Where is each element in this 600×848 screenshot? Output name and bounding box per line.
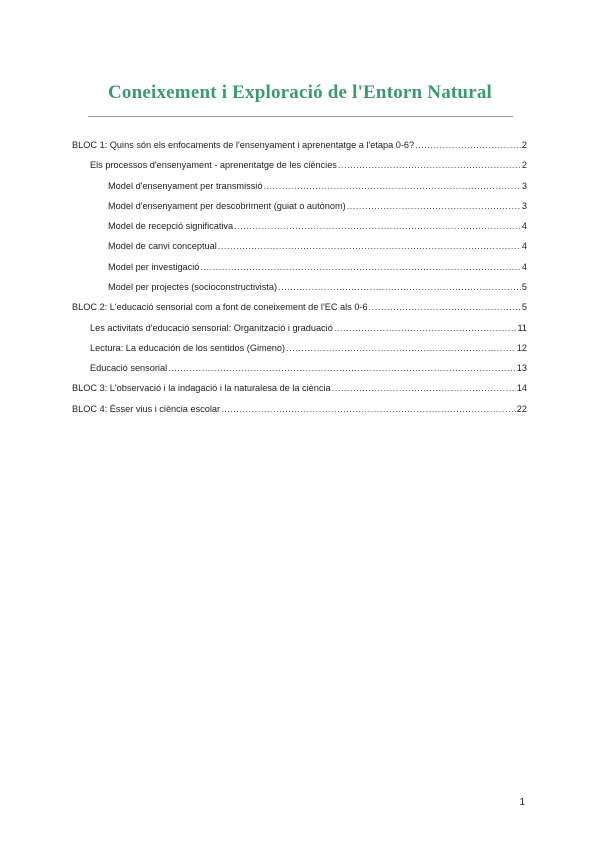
toc-entry-label: BLOC 2: L'educació sensorial com a font de coneixement de l'EC als 0-6: [72, 302, 368, 312]
toc-entry-page: 4: [521, 262, 527, 272]
toc-entry-label: Model de recepció significativa: [108, 221, 234, 231]
toc-entry-page: 5: [521, 282, 527, 292]
toc-entry-model-projectes[interactable]: [108, 281, 527, 293]
toc-leader-dots: [332, 382, 516, 394]
toc-leader-dots: [200, 261, 520, 273]
toc-leader-dots: [278, 281, 521, 293]
toc-entry-model-transmissio[interactable]: [108, 180, 527, 192]
toc-entry-lectura[interactable]: [90, 342, 527, 354]
toc-entry-processos[interactable]: [90, 159, 527, 171]
toc-entry-label: BLOC 1: Quins són els enfocaments de l'ensenyament i aprenentatge a l'etapa 0-6?: [72, 140, 415, 150]
toc-leader-dots: [218, 240, 521, 252]
document-title: Coneixement i Exploració de l'Entorn Natural: [107, 82, 493, 103]
toc-entry-label: Model de canvi conceptual: [108, 241, 217, 251]
toc-entry-bloc-1[interactable]: [72, 139, 527, 151]
toc-leader-dots: [338, 159, 521, 171]
toc-entry-label: Model per projectes (socioconstructivista): [108, 282, 278, 292]
toc-entry-label: Els processos d'ensenyament - aprenentatge de les ciències: [90, 160, 337, 170]
toc-entry-label: BLOC 4: Ésser vius i ciència escolar: [72, 404, 221, 414]
toc-leader-dots: [168, 362, 516, 374]
toc-leader-dots: [234, 220, 521, 232]
toc-entry-label: Model per investigació: [108, 262, 200, 272]
toc-entry-model-descobriment[interactable]: [108, 200, 527, 212]
toc-entry-label: Educació sensorial: [90, 363, 168, 373]
toc-entry-bloc-4[interactable]: [72, 403, 527, 415]
toc-entry-model-investigacio[interactable]: [108, 261, 527, 273]
toc-leader-dots: [369, 301, 521, 313]
toc-entry-page: 22: [516, 404, 527, 414]
toc-entry-page: 2: [521, 140, 527, 150]
toc-entry-activitats[interactable]: [90, 322, 527, 334]
toc-entry-page: 3: [521, 201, 527, 211]
toc-entry-label: Les activitats d'educació sensorial: Organització i graduació: [90, 323, 333, 333]
toc-entry-page: 4: [521, 221, 527, 231]
toc-entry-label: Model d'ensenyament per transmissió: [108, 181, 263, 191]
page-number: 1: [519, 797, 525, 808]
toc-entry-model-canvi[interactable]: [108, 240, 527, 252]
toc-entry-page: 13: [516, 363, 527, 373]
toc-entry-educacio-sensorial[interactable]: [90, 362, 527, 374]
toc-leader-dots: [263, 180, 520, 192]
toc-entry-page: 12: [516, 343, 527, 353]
toc-entry-label: BLOC 3: L'observació i la indagació i la naturalesa de la ciència: [72, 383, 331, 393]
toc-leader-dots: [221, 403, 516, 415]
toc-entry-label: Model d'ensenyament per descobriment (guiat o autònom): [108, 201, 346, 211]
toc-entry-page: 14: [516, 383, 527, 393]
toc-entry-page: 4: [521, 241, 527, 251]
toc-leader-dots: [347, 200, 521, 212]
toc-entry-page: 11: [517, 323, 527, 333]
toc-entry-page: 5: [521, 302, 527, 312]
toc-leader-dots: [415, 139, 521, 151]
toc-leader-dots: [286, 342, 516, 354]
toc-entry-page: 2: [521, 160, 527, 170]
title-divider: [88, 116, 513, 117]
toc-leader-dots: [334, 322, 517, 334]
toc-entry-bloc-3[interactable]: [72, 382, 527, 394]
toc-entry-bloc-2[interactable]: [72, 301, 527, 313]
toc-entry-label: Lectura: La educación de los sentidos (Gimeno): [90, 343, 286, 353]
toc-entry-model-recepcio[interactable]: [108, 220, 527, 232]
toc-entry-page: 3: [521, 181, 527, 191]
